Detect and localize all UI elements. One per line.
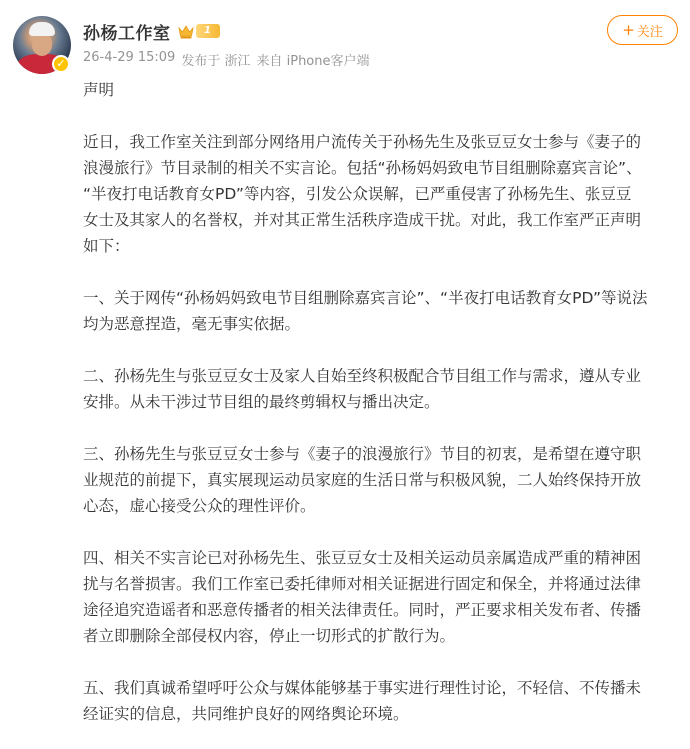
post-meta: [83, 50, 370, 69]
paragraph-gap: [83, 103, 683, 129]
paragraph-point-3: [83, 441, 683, 519]
paragraph-line: 业规范的前提下，真实展现运动员家庭的生活日常与积极风貌，二人始终保持开放: [83, 471, 642, 489]
paragraph-gap: [83, 337, 683, 363]
vip-badge[interactable]: [177, 23, 220, 39]
paragraph-point-5: [83, 675, 683, 727]
paragraph-line: 女士及其家人的名誉权，并对其正常生活秩序造成干扰。对此，我工作室严正声明: [83, 211, 642, 229]
avatar-swim-cap: [29, 22, 55, 36]
paragraph-line: 四、相关不实言论已对孙杨先生、张豆豆女士及相关运动员亲属造成严重的精神困: [83, 549, 642, 567]
follow-button[interactable]: [607, 15, 678, 45]
paragraph-line: 安排。从未干涉过节目组的最终剪辑权与播出决定。: [83, 393, 440, 411]
paragraph-line: 途径追究造谣者和恶意传播者的相关法律责任。同时，严正要求相关发布者、传播: [83, 601, 642, 619]
paragraph-line: 心态，虚心接受公众的理性评价。: [83, 497, 316, 515]
paragraph-point-2: [83, 363, 683, 415]
statement-title: [83, 77, 683, 103]
paragraph-line: 均为恶意捏造，毫无事实依据。: [83, 315, 301, 333]
paragraph-line: 者立即删除全部侵权内容，停止一切形式的扩散行为。: [83, 627, 456, 645]
author-name[interactable]: 孙杨工作室: [83, 23, 171, 44]
paragraph-line: 一、关于网传“孙杨妈妈致电节目组删除嘉宾言论”、“半夜打电话教育女PD”等说法: [83, 289, 648, 307]
paragraph-line: 如下：: [83, 237, 130, 255]
paragraph-line: 三、孙杨先生与张豆豆女士参与《妻子的浪漫旅行》节目的初衷，是希望在遵守职: [83, 445, 642, 463]
paragraph-line: 近日，我工作室关注到部分网络用户流传关于孙杨先生及张豆豆女士参与《妻子的: [83, 133, 642, 151]
level-badge: 1: [196, 24, 220, 38]
paragraph-gap: [83, 649, 683, 675]
avatar-face: [32, 34, 52, 56]
paragraph-gap: [83, 415, 683, 441]
paragraph-gap: [83, 519, 683, 545]
post-content: [83, 77, 683, 727]
verified-badge-icon: ✓: [52, 55, 70, 73]
paragraph-line: 扰与名誉损害。我们工作室已委托律师对相关证据进行固定和保全，并将通过法律: [83, 575, 642, 593]
paragraph-point-4: [83, 545, 683, 649]
paragraph-line: 二、孙杨先生与张豆豆女士及家人自始至终积极配合节目组工作与需求，遵从专业: [83, 367, 642, 385]
post-source: 来自 iPhone客户端: [256, 54, 370, 69]
paragraph-line: 五、我们真诚希望呼吁公众与媒体能够基于事实进行理性讨论，不轻信、不传播未: [83, 679, 642, 697]
follow-button-label: 关注: [636, 24, 663, 40]
paragraph-line: 声明: [83, 81, 115, 99]
post-location: 发布于 浙江: [181, 54, 251, 69]
paragraph-line: 浪漫旅行》节目录制的相关不实言论。包括“孙杨妈妈致电节目组删除嘉宾言论”、: [83, 159, 642, 177]
paragraph-point-1: [83, 285, 683, 337]
post-timestamp[interactable]: 26-4-29 15:09: [83, 50, 176, 65]
crown-icon: [177, 24, 195, 39]
paragraph-line: “半夜打电话教育女PD”等内容，引发公众误解，已严重侵害了孙杨先生、张豆豆: [83, 185, 632, 203]
plus-icon: +: [622, 20, 635, 39]
paragraph-line: 经证实的信息，共同维护良好的网络舆论环境。: [83, 705, 409, 723]
paragraph-intro: [83, 129, 683, 259]
author-name-row: [83, 18, 220, 44]
paragraph-gap: [83, 259, 683, 285]
